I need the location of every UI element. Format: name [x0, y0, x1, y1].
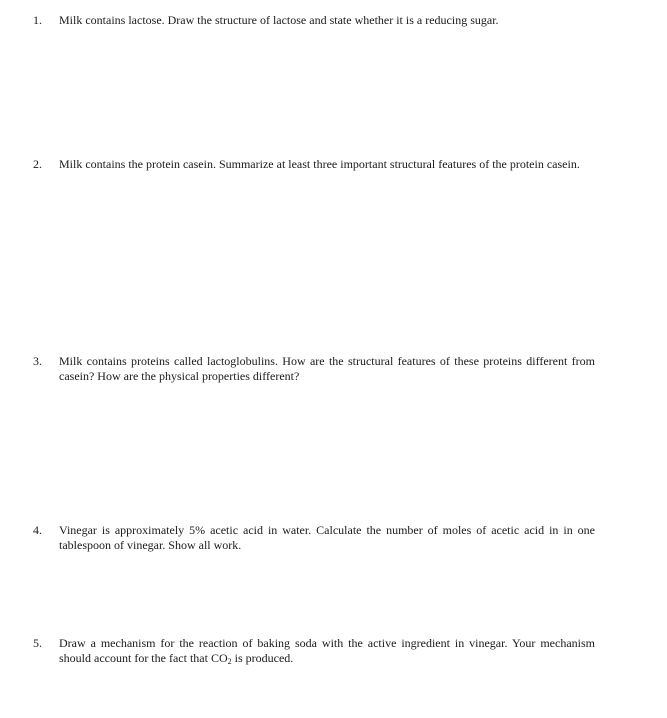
- question-text: [59, 636, 595, 666]
- question-number: 1.: [33, 13, 42, 27]
- question-3: [33, 354, 595, 384]
- question-number: 5.: [33, 636, 42, 650]
- question-text: Milk contains proteins called lactoglobulins. How are the structural features of these proteins different from casein? How are the physical properties different?: [59, 354, 595, 383]
- question-number: 4.: [33, 523, 42, 537]
- question-number: 3.: [33, 354, 42, 368]
- question-number: 2.: [33, 157, 42, 171]
- question-2: [33, 157, 595, 172]
- question-text: Milk contains the protein casein. Summarize at least three important structural features of the protein casein.: [59, 157, 580, 171]
- question-5: [33, 636, 595, 666]
- question-text: Vinegar is approximately 5% acetic acid in water. Calculate the number of moles of acetic acid in in one tablespoon of vinegar. Show all work.: [59, 523, 595, 552]
- question-text-part: is produced.: [231, 651, 294, 665]
- question-text: Milk contains lactose. Draw the structure of lactose and state whether it is a reducing sugar.: [59, 13, 499, 27]
- question-4: [33, 523, 595, 553]
- subscript-2: 2: [227, 657, 232, 666]
- question-text-part: Draw a mechanism for the reaction of baking soda with the active ingredient in vinegar. Your mechanism should account for the fact that CO: [59, 636, 595, 665]
- question-1: [33, 13, 595, 28]
